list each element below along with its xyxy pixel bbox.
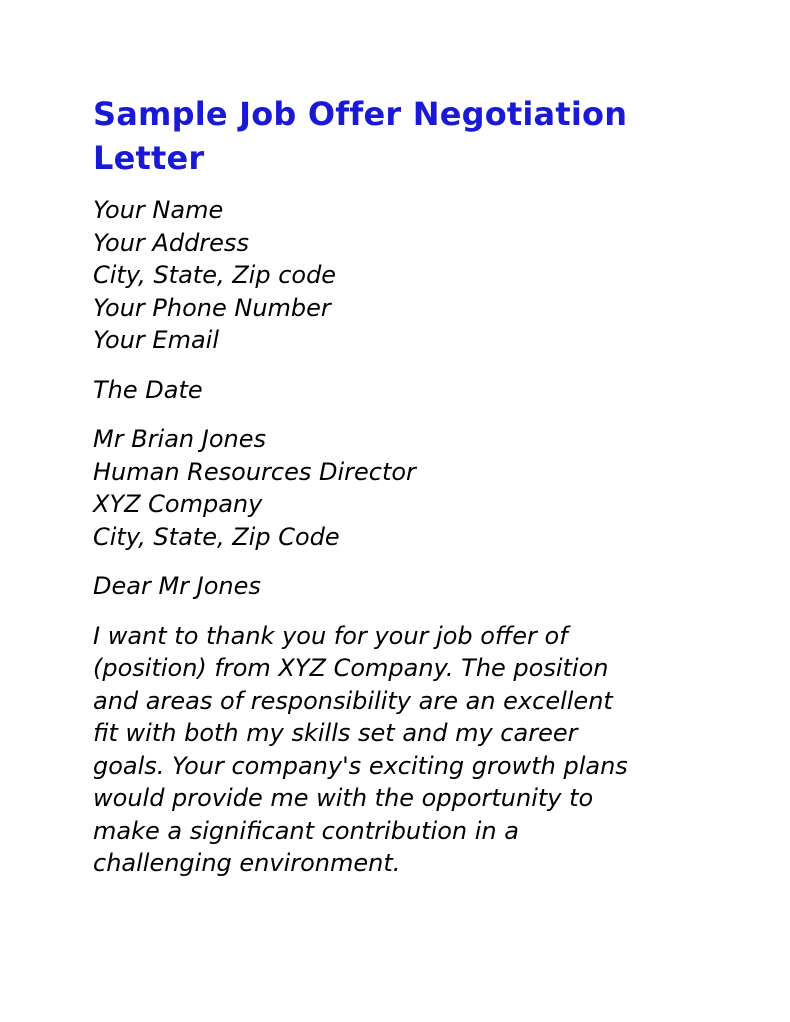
body-line: (position) from XYZ Company. The position <box>93 654 609 682</box>
sender-phone: Your Phone Number <box>93 293 331 322</box>
body-line: would provide me with the opportunity to <box>93 784 594 812</box>
recipient-name: Mr Brian Jones <box>93 425 266 453</box>
sender-name: Your Name <box>93 196 224 224</box>
body-line: and areas of responsibility are an excellent <box>93 686 613 715</box>
body-line: make a significant contribution in a <box>93 816 519 845</box>
body-paragraph <box>93 620 733 880</box>
recipient-company: XYZ Company <box>93 490 263 518</box>
sender-address: Your Address <box>93 228 249 257</box>
recipient-title: Human Resources Director <box>93 457 416 486</box>
sender-address-block <box>93 194 733 357</box>
salutation-text: Dear Mr Jones <box>93 572 261 600</box>
body-line: challenging environment. <box>93 849 401 877</box>
title-line-2: Letter <box>93 139 205 177</box>
body-line: goals. Your company's exciting growth plans <box>93 751 628 780</box>
sender-city-state-zip: City, State, Zip code <box>93 261 337 289</box>
sender-email: Your Email <box>93 326 219 354</box>
letter-date <box>93 374 733 407</box>
recipient-address-block <box>93 423 733 553</box>
letter-content <box>93 92 733 880</box>
recipient-city-state-zip: City, State, Zip Code <box>93 522 340 551</box>
salutation <box>93 570 733 603</box>
body-line: fit with both my skills set and my career <box>93 719 578 747</box>
date-text: The Date <box>93 375 203 404</box>
page-title <box>93 92 733 180</box>
title-line-1: Sample Job Offer Negotiation <box>93 95 628 133</box>
body-line: I want to thank you for your job offer of <box>93 621 568 650</box>
